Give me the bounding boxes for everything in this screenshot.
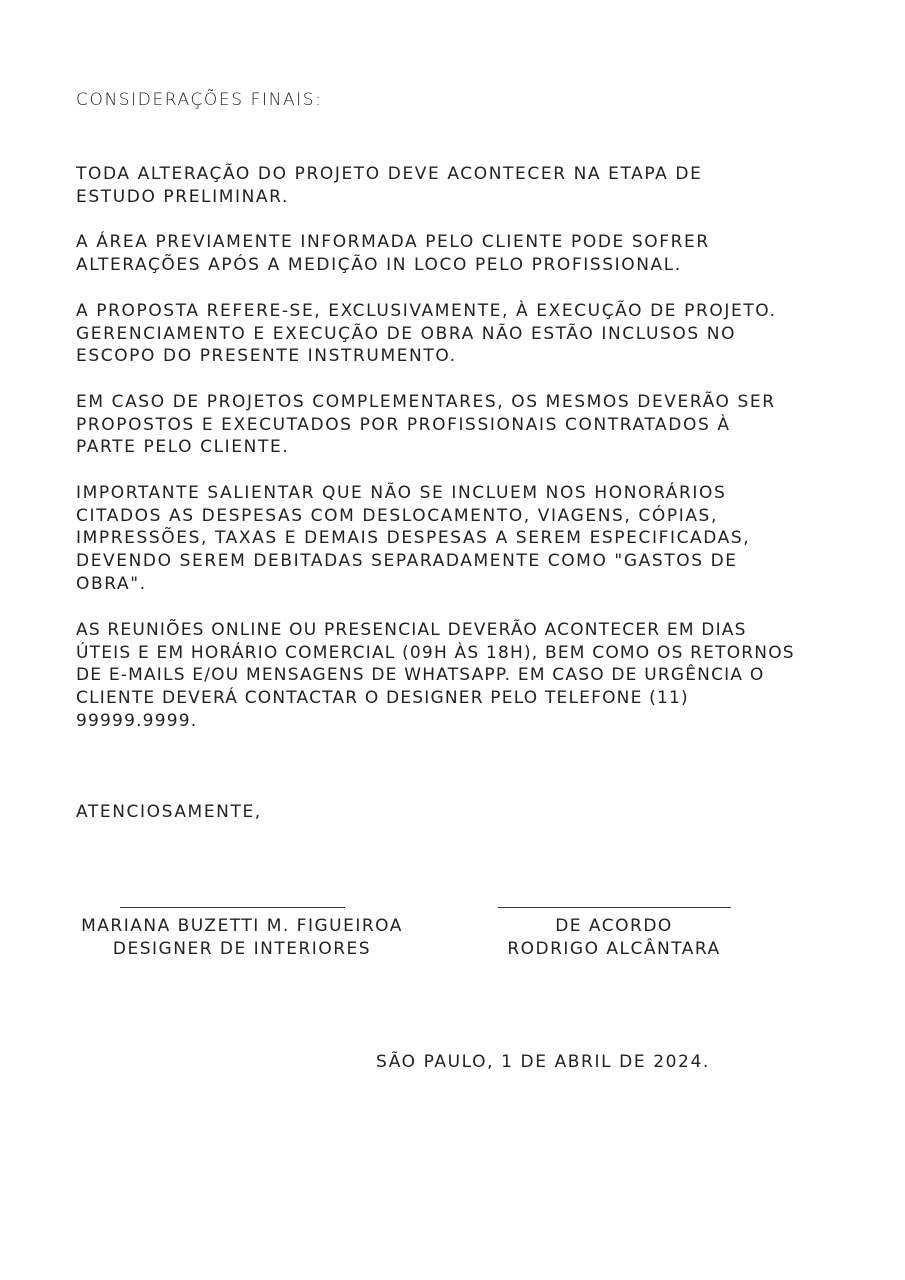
signature-block-designer — [72, 915, 412, 960]
paragraph-alteration — [76, 163, 702, 208]
paragraph-expenses — [76, 482, 750, 596]
agreement-label: DE ACORDO — [555, 916, 673, 936]
paragraph-line: A PROPOSTA REFERE-SE, EXCLUSIVAMENTE, À EXECUÇÃO DE PROJETO. — [76, 301, 777, 321]
paragraph-line: CLIENTE DEVERÁ CONTACTAR O DESIGNER PELO TELEFONE (11) — [76, 688, 689, 709]
signature-line-designer — [120, 907, 345, 908]
paragraph-line: 99999.9999. — [76, 710, 198, 731]
closing-salutation: ATENCIOSAMENTE, — [76, 802, 262, 822]
paragraph-line: EM CASO DE PROJETOS COMPLEMENTARES, OS MESMOS DEVERÃO SER — [76, 392, 776, 412]
paragraph-line: IMPORTANTE SALIENTAR QUE NÃO SE INCLUEM NOS HONORÁRIOS — [76, 483, 727, 503]
paragraph-line: ALTERAÇÕES APÓS A MEDIÇÃO IN LOCO PELO PROFISSIONAL. — [76, 254, 682, 275]
paragraph-meetings — [76, 619, 795, 733]
paragraph-line: A ÁREA PREVIAMENTE INFORMADA PELO CLIENTE PODE SOFRER — [76, 232, 710, 252]
paragraph-line: GERENCIAMENTO E EXECUÇÃO DE OBRA NÃO ESTÃO INCLUSOS NO — [76, 323, 737, 344]
signature-block-client — [456, 915, 772, 960]
paragraph-line: IMPRESSÕES, TAXAS E DEMAIS DESPESAS A SEREM ESPECIFICADAS, — [76, 528, 751, 549]
section-heading: CONSIDERAÇÕES FINAIS: — [76, 90, 323, 110]
paragraph-line: DE E-MAILS E/OU MENSAGENS DE WHATSAPP. EM CASO DE URGÊNCIA O — [76, 665, 765, 686]
paragraph-scope — [76, 300, 777, 368]
paragraph-line: PARTE PELO CLIENTE. — [76, 437, 290, 458]
paragraph-line: CITADOS AS DESPESAS COM DESLOCAMENTO, VIAGENS, CÓPIAS, — [76, 505, 718, 526]
paragraph-line: ESCOPO DO PRESENTE INSTRUMENTO. — [76, 346, 457, 367]
signature-line-client — [498, 907, 731, 908]
signer-name: MARIANA BUZETTI M. FIGUEIROA — [81, 916, 403, 936]
paragraph-line: TODA ALTERAÇÃO DO PROJETO DEVE ACONTECER NA ETAPA DE — [76, 164, 703, 184]
paragraph-line: PROPOSTOS E EXECUTADOS POR PROFISSIONAIS CONTRATADOS À — [76, 414, 731, 435]
place-and-date: SÃO PAULO, 1 DE ABRIL DE 2024. — [376, 1052, 710, 1072]
paragraph-line: OBRA". — [76, 573, 147, 594]
paragraph-complementary — [76, 391, 776, 459]
signer-role: DESIGNER DE INTERIORES — [112, 938, 372, 959]
paragraph-line: DEVENDO SEREM DEBITADAS SEPARADAMENTE COMO "GASTOS DE — [76, 551, 738, 572]
paragraph-line: ÚTEIS E EM HORÁRIO COMERCIAL (09H ÀS 18H), BEM COMO OS RETORNOS — [76, 642, 795, 663]
paragraph-line: AS REUNIÕES ONLINE OU PRESENCIAL DEVERÃO ACONTECER EM DIAS — [76, 620, 747, 640]
paragraph-line: ESTUDO PRELIMINAR. — [76, 186, 289, 207]
client-name: RODRIGO ALCÂNTARA — [507, 938, 721, 959]
paragraph-area — [76, 231, 710, 276]
